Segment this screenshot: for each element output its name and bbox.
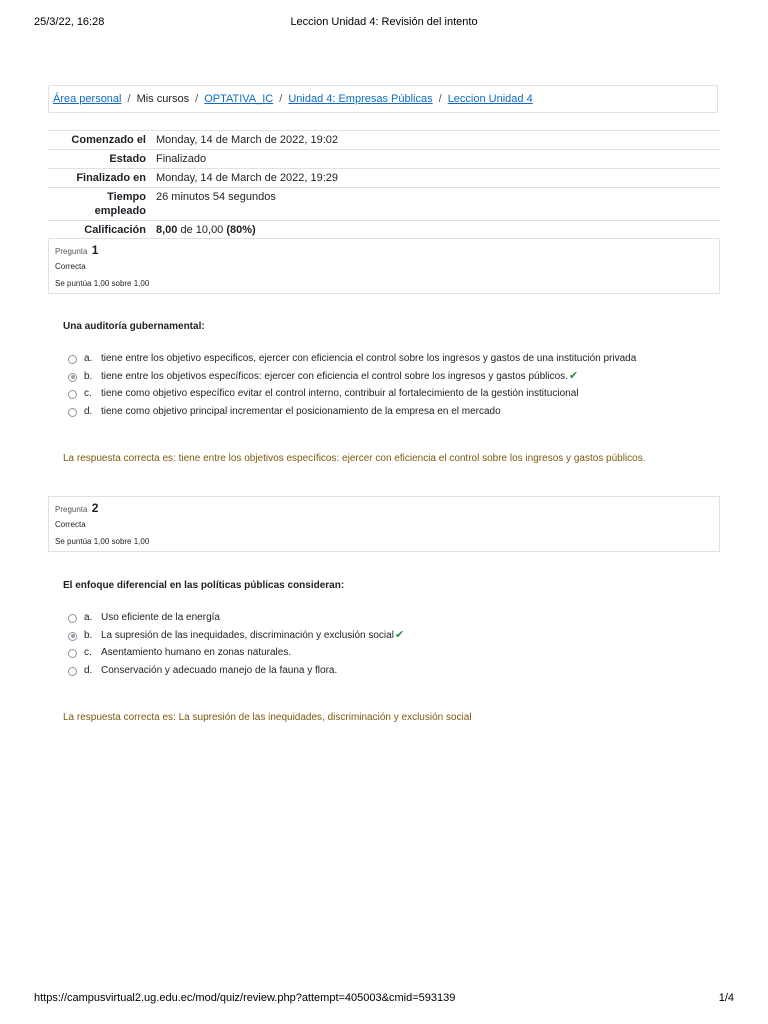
question-state: Correcta bbox=[55, 262, 86, 271]
radio-icon[interactable] bbox=[68, 408, 77, 417]
answer-text: Asentamiento humano en zonas naturales. bbox=[101, 647, 292, 658]
breadcrumb-separator: / bbox=[438, 93, 442, 105]
answer-letter: d. bbox=[84, 664, 93, 676]
correct-answer-feedback-2: La respuesta correcta es: La supresión de las inequidades, discriminación y exclusión social bbox=[63, 712, 472, 723]
print-page-number: 1/4 bbox=[718, 992, 734, 1004]
summary-label-part: Tiempo bbox=[107, 191, 146, 203]
breadcrumb-lesson-link[interactable]: Leccion Unidad 4 bbox=[447, 93, 533, 105]
answer-text bbox=[101, 627, 404, 645]
question-number bbox=[55, 501, 98, 515]
answer-letter: d. bbox=[84, 405, 93, 417]
answer-letter: b. bbox=[84, 629, 93, 641]
breadcrumb-unit-link[interactable]: Unidad 4: Empresas Públicas bbox=[288, 93, 433, 105]
summary-label bbox=[48, 188, 154, 221]
answer-text: Uso eficiente de la energía bbox=[101, 612, 220, 623]
breadcrumb-my-courses: Mis cursos bbox=[136, 93, 190, 105]
question-label: Pregunta bbox=[55, 247, 88, 256]
answer-text: Conservación y adecuado manejo de la fauna y flora. bbox=[101, 664, 338, 676]
print-footer bbox=[0, 992, 768, 1008]
question-number-value: 2 bbox=[91, 501, 99, 515]
summary-value: Finalizado bbox=[156, 153, 207, 165]
summary-label: Calificación bbox=[84, 224, 146, 236]
breadcrumb-course-link[interactable]: OPTATIVA_IC bbox=[204, 93, 274, 105]
check-icon: ✔ bbox=[568, 369, 579, 382]
check-icon: ✔ bbox=[394, 628, 405, 641]
grade-percent: (80%) bbox=[226, 224, 256, 236]
radio-icon[interactable] bbox=[68, 614, 77, 623]
question-text-2: El enfoque diferencial en las políticas públicas consideran: bbox=[63, 580, 345, 591]
print-title: Leccion Unidad 4: Revisión del intento bbox=[290, 16, 478, 28]
answer-text: tiene como objetivo específico evitar el control interno, contribuir al fortalecimiento de la gestión institucional bbox=[101, 388, 579, 399]
answer-text-value: tiene entre los objetivos específicos: ejercer con eficiencia el control sobre los ingresos y gastos públicos. bbox=[101, 370, 568, 382]
summary-label: Comenzado el bbox=[71, 134, 146, 146]
breadcrumb-separator: / bbox=[279, 93, 283, 105]
question-label: Pregunta bbox=[55, 505, 88, 514]
question-info-1 bbox=[48, 238, 720, 294]
answer-letter: c. bbox=[84, 647, 92, 658]
radio-icon[interactable] bbox=[68, 390, 77, 399]
answer-letter: c. bbox=[84, 388, 92, 399]
summary-row-finished bbox=[48, 169, 720, 188]
summary-value: 26 minutos 54 segundos bbox=[156, 191, 276, 203]
grade-score: 8,00 bbox=[156, 224, 178, 236]
answer-letter: a. bbox=[84, 353, 93, 364]
grade-of: de 10,00 bbox=[180, 224, 224, 236]
question-info-2 bbox=[48, 496, 720, 552]
question-grade: Se puntúa 1,00 sobre 1,00 bbox=[55, 279, 150, 288]
print-date: 25/3/22, 16:28 bbox=[34, 16, 105, 28]
summary-label: Finalizado en bbox=[76, 172, 146, 184]
radio-icon[interactable] bbox=[68, 632, 77, 641]
attempt-summary-table bbox=[48, 130, 720, 240]
breadcrumb-separator: / bbox=[127, 93, 131, 105]
radio-icon[interactable] bbox=[68, 649, 77, 658]
summary-label: Estado bbox=[109, 153, 146, 165]
summary-value: Monday, 14 de March de 2022, 19:29 bbox=[156, 172, 339, 184]
print-header bbox=[0, 16, 768, 32]
radio-icon[interactable] bbox=[68, 355, 77, 364]
breadcrumb-home-link[interactable]: Área personal bbox=[53, 93, 122, 105]
question-number bbox=[55, 243, 98, 257]
answer-letter: b. bbox=[84, 370, 93, 382]
summary-label-part: empleado bbox=[94, 205, 146, 217]
print-url: https://campusvirtual2.ug.edu.ec/mod/quiz/review.php?attempt=405003&cmid=593139 bbox=[34, 992, 456, 1004]
answer-letter: a. bbox=[84, 612, 93, 623]
summary-row-started bbox=[48, 131, 720, 150]
answer-text: tiene entre los objetivo especificos, ejercer con eficiencia el control sobre los ingresos y gastos de una institución privada bbox=[101, 353, 637, 364]
question-number-value: 1 bbox=[91, 243, 99, 257]
summary-value bbox=[154, 221, 720, 240]
summary-value: Monday, 14 de March de 2022, 19:02 bbox=[156, 134, 339, 146]
summary-row-grade bbox=[48, 221, 720, 240]
radio-icon[interactable] bbox=[68, 667, 77, 676]
breadcrumb bbox=[48, 85, 718, 113]
summary-row-time bbox=[48, 188, 720, 221]
answer-text: tiene como objetivo principal incrementar el posicionamiento de la empresa en el mercado bbox=[101, 405, 501, 417]
answer-text-value: La supresión de las inequidades, discriminación y exclusión social bbox=[101, 629, 394, 641]
summary-row-state bbox=[48, 150, 720, 169]
breadcrumb-separator: / bbox=[195, 93, 199, 105]
question-state: Correcta bbox=[55, 520, 86, 529]
question-text-1: Una auditoría gubernamental: bbox=[63, 321, 205, 332]
question-grade: Se puntúa 1,00 sobre 1,00 bbox=[55, 537, 150, 546]
answer-text bbox=[101, 368, 578, 386]
correct-answer-feedback-1: La respuesta correcta es: tiene entre los objetivos específicos: ejercer con eficiencia el control sobre los ingresos y gastos públicos. bbox=[63, 453, 646, 464]
radio-icon[interactable] bbox=[68, 373, 77, 382]
